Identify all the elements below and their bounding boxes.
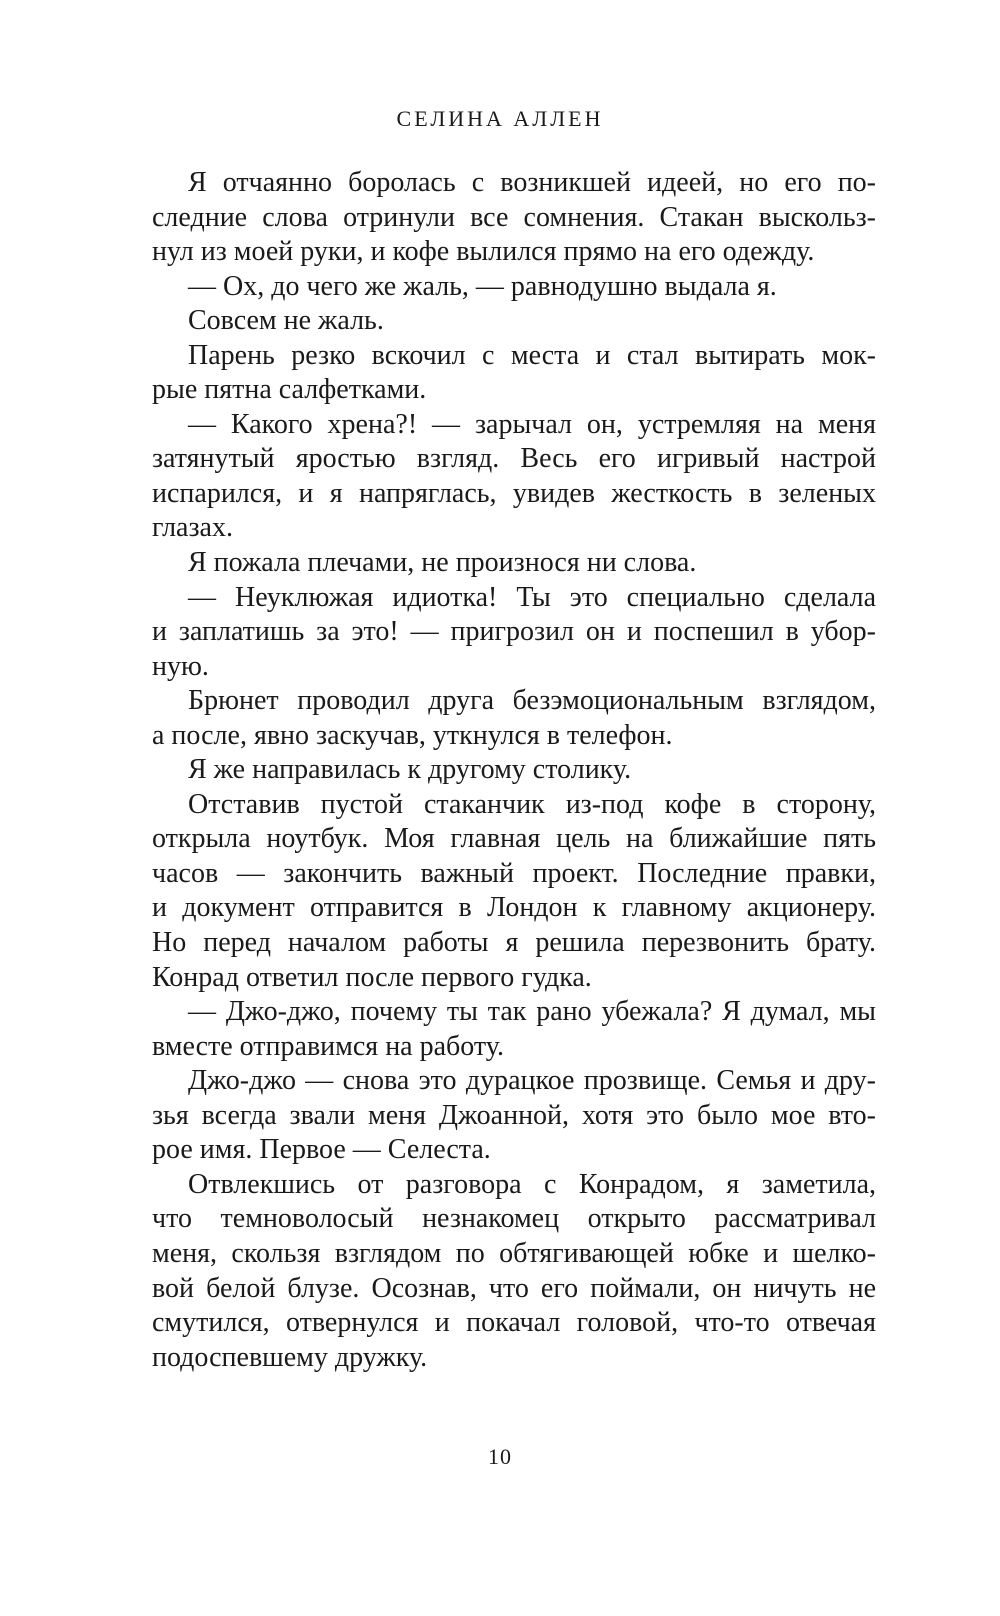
- text-line: часов — закончить важный проект. Последние правки,: [152, 857, 876, 889]
- text-line: а после, явно заскучав, уткнулся в телефон.: [152, 719, 673, 751]
- text-line: и заплатишь за это! — пригрозил он и поспешил в убор-: [152, 616, 876, 648]
- text-line: ную.: [152, 650, 209, 682]
- text-line: Конрад ответил после первого гудка.: [152, 961, 592, 993]
- page-number: 10: [488, 1444, 512, 1469]
- text-line: Отвлекшись от разговора с Конрадом, я заметила,: [188, 1168, 876, 1200]
- text-line: нул из моей руки, и кофе вылился прямо на его одежду.: [152, 236, 815, 268]
- text-line: Джо-джо — снова это дурацкое прозвище. Семья и дру-: [188, 1065, 876, 1097]
- text-line: Я пожала плечами, не произнося ни слова.: [188, 547, 697, 579]
- text-line: затянутый яростью взгляд. Весь его игривый настрой: [152, 443, 876, 475]
- text-line: следние слова отринули все сомнения. Стакан выскольз-: [152, 201, 876, 233]
- text-line: рые пятна салфетками.: [152, 374, 427, 406]
- text-line: — Джо-джо, почему ты так рано убежала? Я думал, мы: [188, 996, 876, 1028]
- text-line: Отставив пустой стаканчик из-под кофе в сторону,: [188, 788, 876, 820]
- text-line: меня, скользя взглядом по обтягивающей юбке и шелко-: [152, 1237, 876, 1269]
- text-line: Парень резко вскочил с места и стал вытирать мок-: [188, 339, 876, 371]
- text-line: подоспевшему дружку.: [152, 1341, 428, 1373]
- text-line: глазах.: [152, 512, 233, 544]
- text-line: вой белой блузе. Осознав, что его поймали, он ничуть не: [152, 1272, 876, 1304]
- text-line: рое имя. Первое — Селеста.: [152, 1134, 491, 1166]
- running-head: СЕЛИНА АЛЛЕН: [396, 106, 604, 131]
- text-line: Я отчаянно боролась с возникшей идеей, но его по-: [188, 167, 876, 198]
- text-line: вместе отправимся на работу.: [152, 1030, 504, 1062]
- text-line: открыла ноутбук. Моя главная цель на ближайшие пять: [152, 823, 876, 855]
- text-line: — Неуклюжая идиотка! Ты это специально сделала: [188, 581, 876, 613]
- text-line: Брюнет проводил друга безэмоциональным взглядом,: [188, 685, 876, 717]
- text-line: — Ох, до чего же жаль, — равнодушно выдала я.: [188, 270, 777, 302]
- text-line: — Какого хрена?! — зарычал он, устремляя на меня: [188, 408, 876, 440]
- text-line: Я же направилась к другому столику.: [188, 754, 632, 786]
- text-line: что темноволосый незнакомец открыто рассматривал: [152, 1203, 876, 1235]
- text-line: испарился, и я напряглась, увидев жесткость в зеленых: [152, 477, 876, 509]
- body-text: [152, 166, 876, 1375]
- text-line: и документ отправится в Лондон к главному акционеру.: [152, 892, 876, 924]
- text-line: Но перед началом работы я решила перезвонить брату.: [152, 927, 876, 959]
- text-line: Совсем не жаль.: [188, 305, 384, 337]
- text-line: смутился, отвернулся и покачал головой, что-то отвечая: [152, 1307, 876, 1339]
- text-line: зья всегда звали меня Джоанной, хотя это было мое вто-: [152, 1099, 876, 1131]
